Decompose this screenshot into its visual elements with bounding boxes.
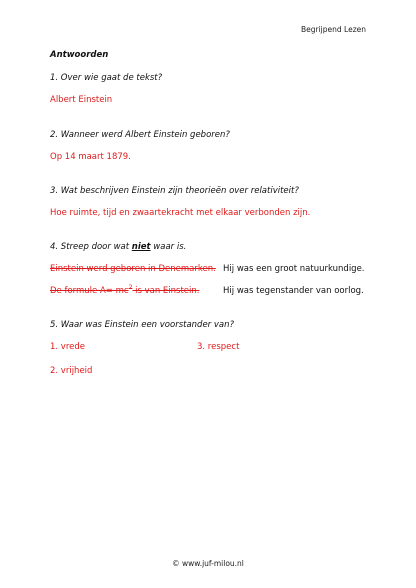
statement-2-false bbox=[50, 286, 223, 296]
statement-1-false: Einstein werd geboren in Denemarken. bbox=[50, 264, 216, 274]
question-3 bbox=[50, 186, 370, 218]
document-header: Begrijpend Lezen bbox=[300, 25, 366, 34]
answer-5-item-2: 2. vrijheid bbox=[50, 366, 93, 376]
question-4-suffix: waar is. bbox=[150, 242, 187, 252]
question-5 bbox=[50, 320, 370, 376]
question-3-text: 3. Wat beschrijven Einstein zijn theorieën over relativiteit? bbox=[50, 186, 299, 196]
question-2-text: 2. Wanneer werd Albert Einstein geboren? bbox=[50, 130, 230, 140]
formula-prefix: De formule A= mc bbox=[50, 286, 129, 296]
statement-row-1 bbox=[50, 264, 370, 274]
answer-3-text: Hoe ruimte, tijd en zwaartekracht met elkaar verbonden zijn. bbox=[50, 208, 311, 218]
formula-superscript: 2 bbox=[128, 284, 133, 292]
question-5-text: 5. Waar was Einstein een voorstander van? bbox=[50, 320, 235, 330]
question-4 bbox=[50, 242, 370, 296]
answer-2-text: Op 14 maart 1879. bbox=[50, 152, 131, 162]
footer-copyright: © www.juf-milou.nl bbox=[172, 559, 244, 568]
answer-5-item-1: 1. vrede bbox=[50, 342, 86, 352]
statement-1-true: Hij was een groot natuurkundige. bbox=[223, 264, 365, 274]
statement-2-true: Hij was tegenstander van oorlog. bbox=[223, 286, 364, 296]
answer-1-text: Albert Einstein bbox=[50, 95, 113, 105]
question-4-text bbox=[50, 242, 370, 252]
answer-5-row bbox=[50, 342, 370, 352]
question-4-emphasis: niet bbox=[131, 242, 151, 252]
answers-content bbox=[50, 50, 370, 400]
question-1-text: 1. Over wie gaat de tekst? bbox=[50, 73, 163, 83]
answer-5-item-3: 3. respect bbox=[197, 342, 240, 352]
question-1 bbox=[50, 73, 370, 105]
statement-row-2 bbox=[50, 286, 370, 296]
question-2 bbox=[50, 130, 370, 162]
formula-suffix: is van Einstein. bbox=[132, 286, 200, 296]
page-title: Antwoorden bbox=[50, 50, 109, 60]
question-4-prefix: 4. Streep door wat bbox=[50, 242, 132, 252]
